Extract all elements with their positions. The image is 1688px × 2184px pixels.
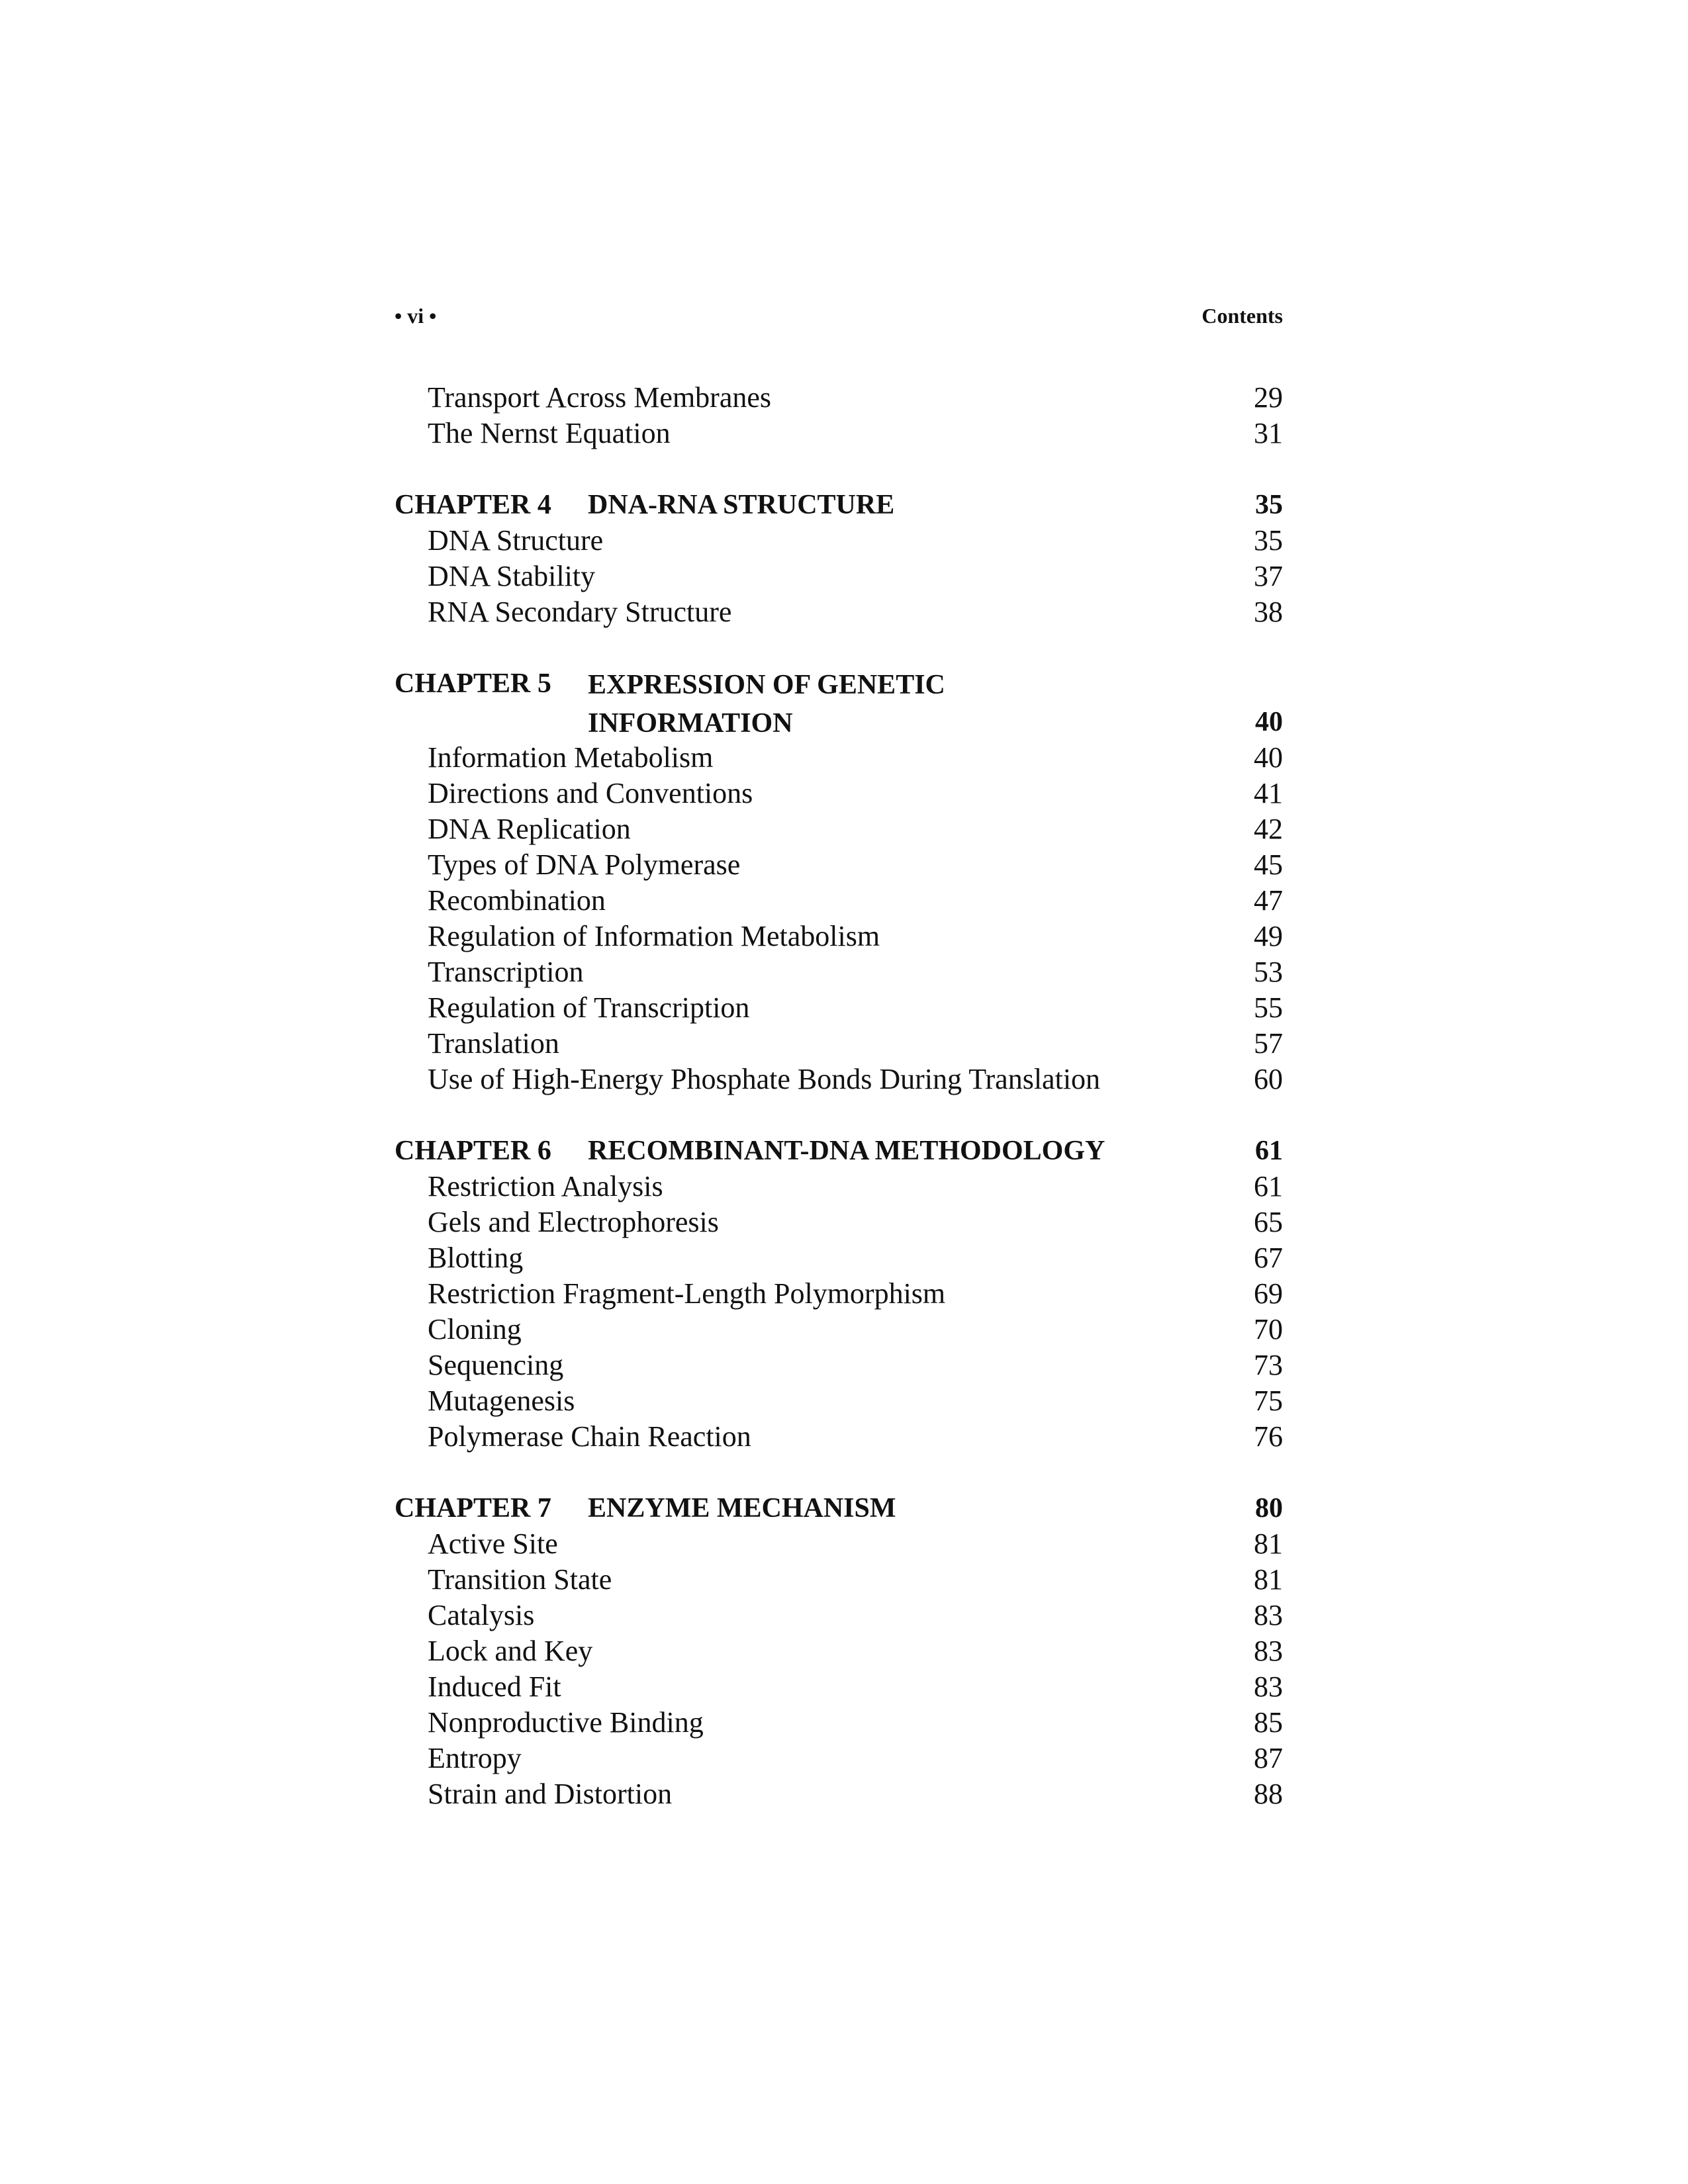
toc-entry[interactable] <box>395 1383 1283 1419</box>
toc-entry-page: 83 <box>1254 1670 1283 1703</box>
toc-entry[interactable] <box>395 1240 1283 1276</box>
toc-entry-page: 37 <box>1254 560 1283 592</box>
toc-entry[interactable] <box>395 380 1283 416</box>
chapter-4-heading[interactable] <box>395 487 1283 523</box>
toc-entry[interactable] <box>395 1062 1283 1097</box>
toc-entry-page: 65 <box>1254 1206 1283 1238</box>
toc-entry[interactable] <box>395 416 1283 451</box>
toc-entry[interactable] <box>395 1705 1283 1741</box>
toc-entry-page: 81 <box>1254 1563 1283 1596</box>
toc-entry-title: Blotting <box>428 1242 524 1274</box>
chapter-page: 40 <box>1255 707 1283 737</box>
toc-entry-title: Directions and Conventions <box>428 777 753 809</box>
toc-entry[interactable] <box>395 1347 1283 1383</box>
toc-entry-title: Cloning <box>428 1313 522 1345</box>
toc-entry-page: 69 <box>1254 1277 1283 1310</box>
chapter-number: CHAPTER 7 <box>395 1493 551 1524</box>
toc-entry[interactable] <box>395 811 1283 847</box>
toc-entry-page: 47 <box>1254 884 1283 917</box>
chapter-title <box>588 666 945 743</box>
toc-entry-page: 49 <box>1254 920 1283 952</box>
toc-entry-title: Active Site <box>428 1527 558 1560</box>
toc-entry[interactable] <box>395 1026 1283 1062</box>
chapter-page: 80 <box>1255 1493 1283 1524</box>
toc-entry-title: Nonproductive Binding <box>428 1706 704 1739</box>
toc-entry-title: Catalysis <box>428 1599 535 1631</box>
toc-entry[interactable] <box>395 954 1283 990</box>
toc-entry[interactable] <box>395 594 1283 630</box>
toc-entry[interactable] <box>395 523 1283 559</box>
toc-entry-page: 88 <box>1254 1778 1283 1810</box>
toc-entry-title: Types of DNA Polymerase <box>428 848 741 881</box>
toc-entry-page: 35 <box>1254 524 1283 557</box>
toc-entry-title: Regulation of Transcription <box>428 991 750 1024</box>
toc-entry-page: 60 <box>1254 1063 1283 1095</box>
toc-entry-title: DNA Structure <box>428 524 604 557</box>
toc-entry[interactable] <box>395 1669 1283 1705</box>
toc-entry-page: 70 <box>1254 1313 1283 1345</box>
toc-entry-title: Sequencing <box>428 1349 564 1381</box>
toc-entry-page: 57 <box>1254 1027 1283 1060</box>
toc-entry-page: 45 <box>1254 848 1283 881</box>
toc-entry-title: Strain and Distortion <box>428 1778 673 1810</box>
toc-entry-page: 76 <box>1254 1420 1283 1453</box>
toc-entry-page: 75 <box>1254 1385 1283 1417</box>
chapter-title: RECOMBINANT-DNA METHODOLOGY <box>588 1136 1105 1166</box>
toc-entry-title: Mutagenesis <box>428 1385 575 1417</box>
toc-entry-page: 53 <box>1254 956 1283 988</box>
toc-entry-page: 81 <box>1254 1527 1283 1560</box>
toc-entry-title: RNA Secondary Structure <box>428 596 732 628</box>
chapter-page: 35 <box>1255 490 1283 520</box>
toc-entry-page: 42 <box>1254 813 1283 845</box>
toc-entry[interactable] <box>395 776 1283 811</box>
toc-entry-title: Regulation of Information Metabolism <box>428 920 880 952</box>
toc-entry-page: 83 <box>1254 1635 1283 1667</box>
toc-entry-title: Restriction Analysis <box>428 1170 663 1203</box>
chapter-6-heading[interactable] <box>395 1133 1283 1169</box>
toc-entry-page: 40 <box>1254 741 1283 774</box>
toc-entry-page: 87 <box>1254 1742 1283 1774</box>
toc-entry[interactable] <box>395 1276 1283 1312</box>
toc-entry-title: Use of High-Energy Phosphate Bonds During Translation <box>428 1063 1101 1095</box>
toc-entry-title: Gels and Electrophoresis <box>428 1206 719 1238</box>
toc-entry-page: 73 <box>1254 1349 1283 1381</box>
chapter-5-heading[interactable] <box>395 666 1283 740</box>
chapter-number: CHAPTER 6 <box>395 1136 551 1166</box>
toc-entry-title: Induced Fit <box>428 1670 561 1703</box>
toc-entry-page: 67 <box>1254 1242 1283 1274</box>
toc-entry-page: 41 <box>1254 777 1283 809</box>
page-number: • vi • <box>395 304 437 328</box>
toc-entry-page: 61 <box>1254 1170 1283 1203</box>
toc-entry[interactable] <box>395 1598 1283 1633</box>
chapter-number: CHAPTER 4 <box>395 490 551 520</box>
toc-entry-title: Restriction Fragment-Length Polymorphism <box>428 1277 946 1310</box>
toc-entry[interactable] <box>395 1526 1283 1562</box>
page-header <box>395 299 1283 332</box>
toc-entry-title: DNA Stability <box>428 560 596 592</box>
chapter-title: DNA-RNA STRUCTURE <box>588 490 895 520</box>
chapter-page: 61 <box>1255 1136 1283 1166</box>
toc-entry[interactable] <box>395 740 1283 776</box>
toc-entry[interactable] <box>395 847 1283 883</box>
toc-entry[interactable] <box>395 1776 1283 1812</box>
toc-entry-title: The Nernst Equation <box>428 417 671 449</box>
toc-entry[interactable] <box>395 1205 1283 1240</box>
toc-entry[interactable] <box>395 1741 1283 1776</box>
chapter-number: CHAPTER 5 <box>395 668 551 699</box>
chapter-7-heading[interactable] <box>395 1490 1283 1526</box>
toc-entry-page: 85 <box>1254 1706 1283 1739</box>
toc-entry-page: 38 <box>1254 596 1283 628</box>
toc-entry-page: 31 <box>1254 417 1283 449</box>
toc-entry[interactable] <box>395 559 1283 594</box>
toc-entry-title: Transport Across Membranes <box>428 381 771 414</box>
toc-entry[interactable] <box>395 919 1283 954</box>
toc-entry-title: Polymerase Chain Reaction <box>428 1420 751 1453</box>
toc-entry-title: Transcription <box>428 956 584 988</box>
chapter-title: ENZYME MECHANISM <box>588 1493 896 1524</box>
toc-entry[interactable] <box>395 990 1283 1026</box>
toc-entry[interactable] <box>395 883 1283 919</box>
toc-entry-title: Recombination <box>428 884 606 917</box>
running-title: Contents <box>1201 304 1283 328</box>
toc-entry-page: 83 <box>1254 1599 1283 1631</box>
toc-entry[interactable] <box>395 1419 1283 1455</box>
toc-entry-title: Information Metabolism <box>428 741 714 774</box>
table-of-contents <box>395 380 1283 1812</box>
toc-entry[interactable] <box>395 1169 1283 1205</box>
toc-entry-title: Translation <box>428 1027 559 1060</box>
toc-entry[interactable] <box>395 1562 1283 1598</box>
toc-entry-page: 29 <box>1254 381 1283 414</box>
chapter-title-line-1: EXPRESSION OF GENETIC <box>588 670 945 700</box>
toc-entry[interactable] <box>395 1312 1283 1347</box>
toc-entry-title: Transition State <box>428 1563 612 1596</box>
toc-entry-title: Lock and Key <box>428 1635 593 1667</box>
chapter-title-line-2: INFORMATION <box>588 708 793 739</box>
toc-entry-title: DNA Replication <box>428 813 631 845</box>
toc-entry-page: 55 <box>1254 991 1283 1024</box>
toc-entry[interactable] <box>395 1633 1283 1669</box>
toc-entry-title: Entropy <box>428 1742 522 1774</box>
